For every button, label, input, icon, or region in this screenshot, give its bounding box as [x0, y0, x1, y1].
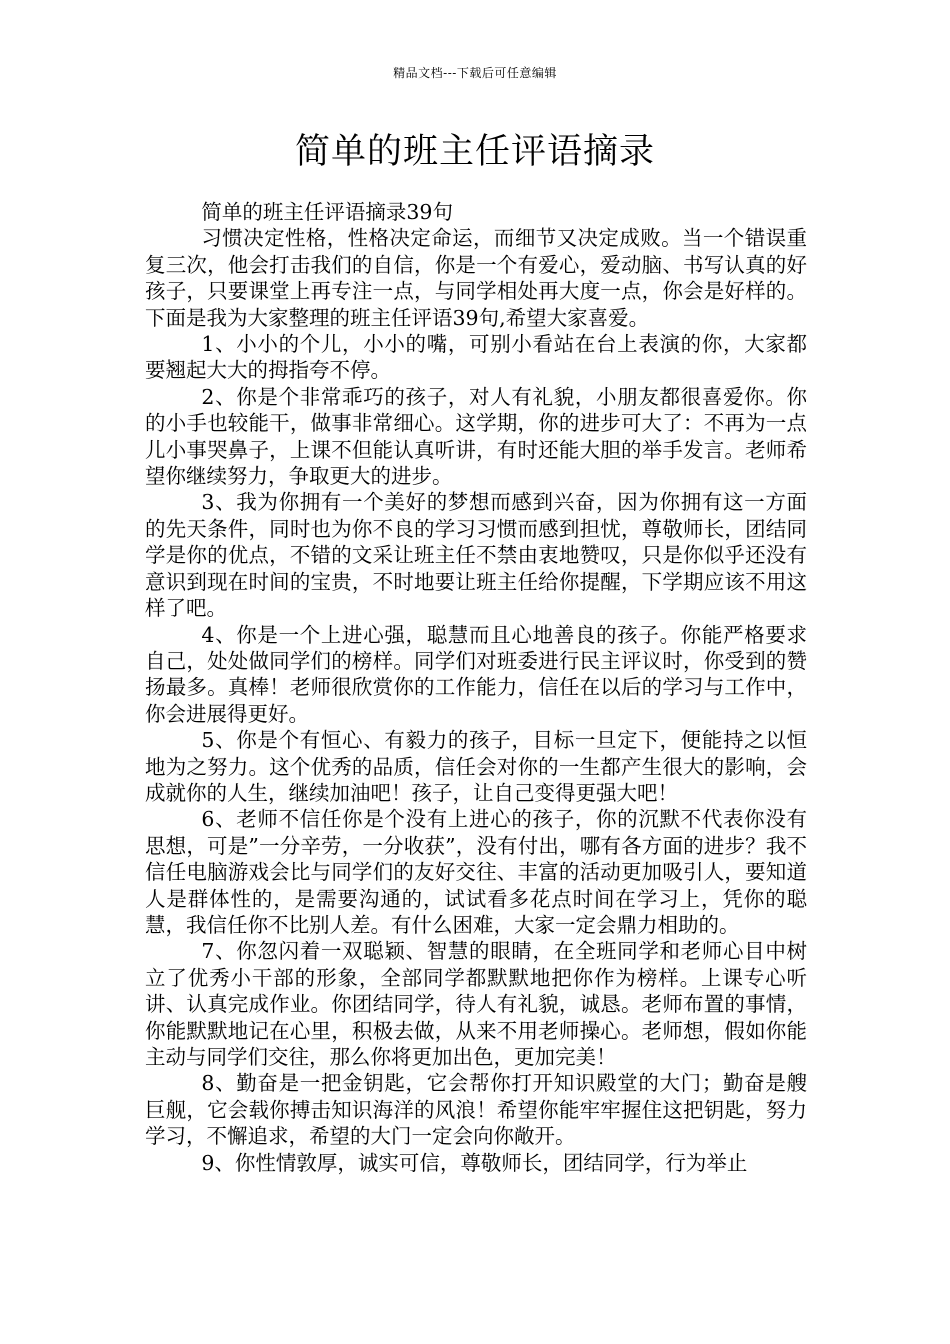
intro-paragraph: 习惯决定性格，性格决定命运，而细节又决定成败。当一个错误重复三次，他会打击我们的自信，你是一个有爱心，爱动脑、书写认真的好孩子，只要课堂上再专注一点，与同学相处再大度一点，你会是好样的。下面是我为大家整理的班主任评语39句,希望大家喜爱。 — [145, 226, 807, 330]
subtitle-paragraph: 简单的班主任评语摘录39句 — [201, 200, 453, 224]
comment-paragraph-9: 9、你性情敦厚，诚实可信，尊敬师长，团结同学，行为举止 — [201, 1150, 748, 1175]
comment-paragraph-4: 4、你是一个上进心强，聪慧而且心地善良的孩子。你能严格要求自己，处处做同学们的榜样。同学们对班委进行民主评议时，你受到的赞扬最多。真棒！老师很欣赏你的工作能力，信任在以后的学习与工作中，你会进展得更好。 — [145, 622, 807, 726]
comment-paragraph-3: 3、我为你拥有一个美好的梦想而感到兴奋，因为你拥有这一方面的先天条件，同时也为你不良的学习习惯而感到担忧，尊敬师长，团结同学是你的优点，不错的文采让班主任不禁由衷地赞叹，只是你似乎还没有意识到现在时间的宝贵，不时地要让班主任给你提醒，下学期应该不用这样了吧。 — [145, 490, 807, 621]
page-title: 简单的班主任评语摘录 — [294, 132, 655, 172]
comment-paragraph-8: 8、勤奋是一把金钥匙，它会帮你打开知识殿堂的大门；勤奋是艘巨舰，它会载你搏击知识海洋的风浪！希望你能牢牢握住这把钥匙，努力学习，不懈追求，希望的大门一定会向你敞开。 — [145, 1071, 807, 1149]
comment-paragraph-6: 6、老师不信任你是个没有上进心的孩子，你的沉默不代表你没有思想，可是”一分辛劳，一分收获”，没有付出，哪有各方面的进步？我不信任电脑游戏会比与同学们的友好交往、丰富的活动更加吸引人，要知道人是群体性的，是需要沟通的，试试看多花点时间在学习上，凭你的聪慧，我信任你不比别人差。有什么困难，大家一定会鼎力相助的。 — [145, 807, 807, 937]
document-body — [145, 199, 807, 1176]
header-note: 精品文档---下载后可任意编辑 — [393, 66, 557, 80]
comment-paragraph-2: 2、你是个非常乖巧的孩子，对人有礼貌，小朋友都很喜爱你。你的小手也较能干，做事非常细心。这学期，你的进步可大了：不再为一点儿小事哭鼻子，上课不但能认真听讲，有时还能大胆的举手发言。老师希望你继续努力，争取更大的进步。 — [145, 384, 807, 489]
comment-paragraph-5: 5、你是个有恒心、有毅力的孩子，目标一旦定下，便能持之以恒地为之努力。这个优秀的品质，信任会对你的一生都产生很大的影响，会成就你的人生，继续加油吧！孩子，让自己变得更强大吧！ — [145, 728, 807, 805]
comment-paragraph-1: 1、小小的个儿，小小的嘴，可别小看站在台上表演的你，大家都要翘起大大的拇指夸不停。 — [145, 332, 807, 383]
comment-paragraph-7: 7、你忽闪着一双聪颖、智慧的眼睛，在全班同学和老师心目中树立了优秀小干部的形象，全部同学都默默地把你作为榜样。上课专心听讲、认真完成作业。你团结同学，待人有礼貌，诚恳。老师布置的事情，你能默默地记在心里，积极去做，从来不用老师操心。老师想，假如你能主动与同学们交往，那么你将更加出色，更加完美！ — [145, 939, 807, 1069]
